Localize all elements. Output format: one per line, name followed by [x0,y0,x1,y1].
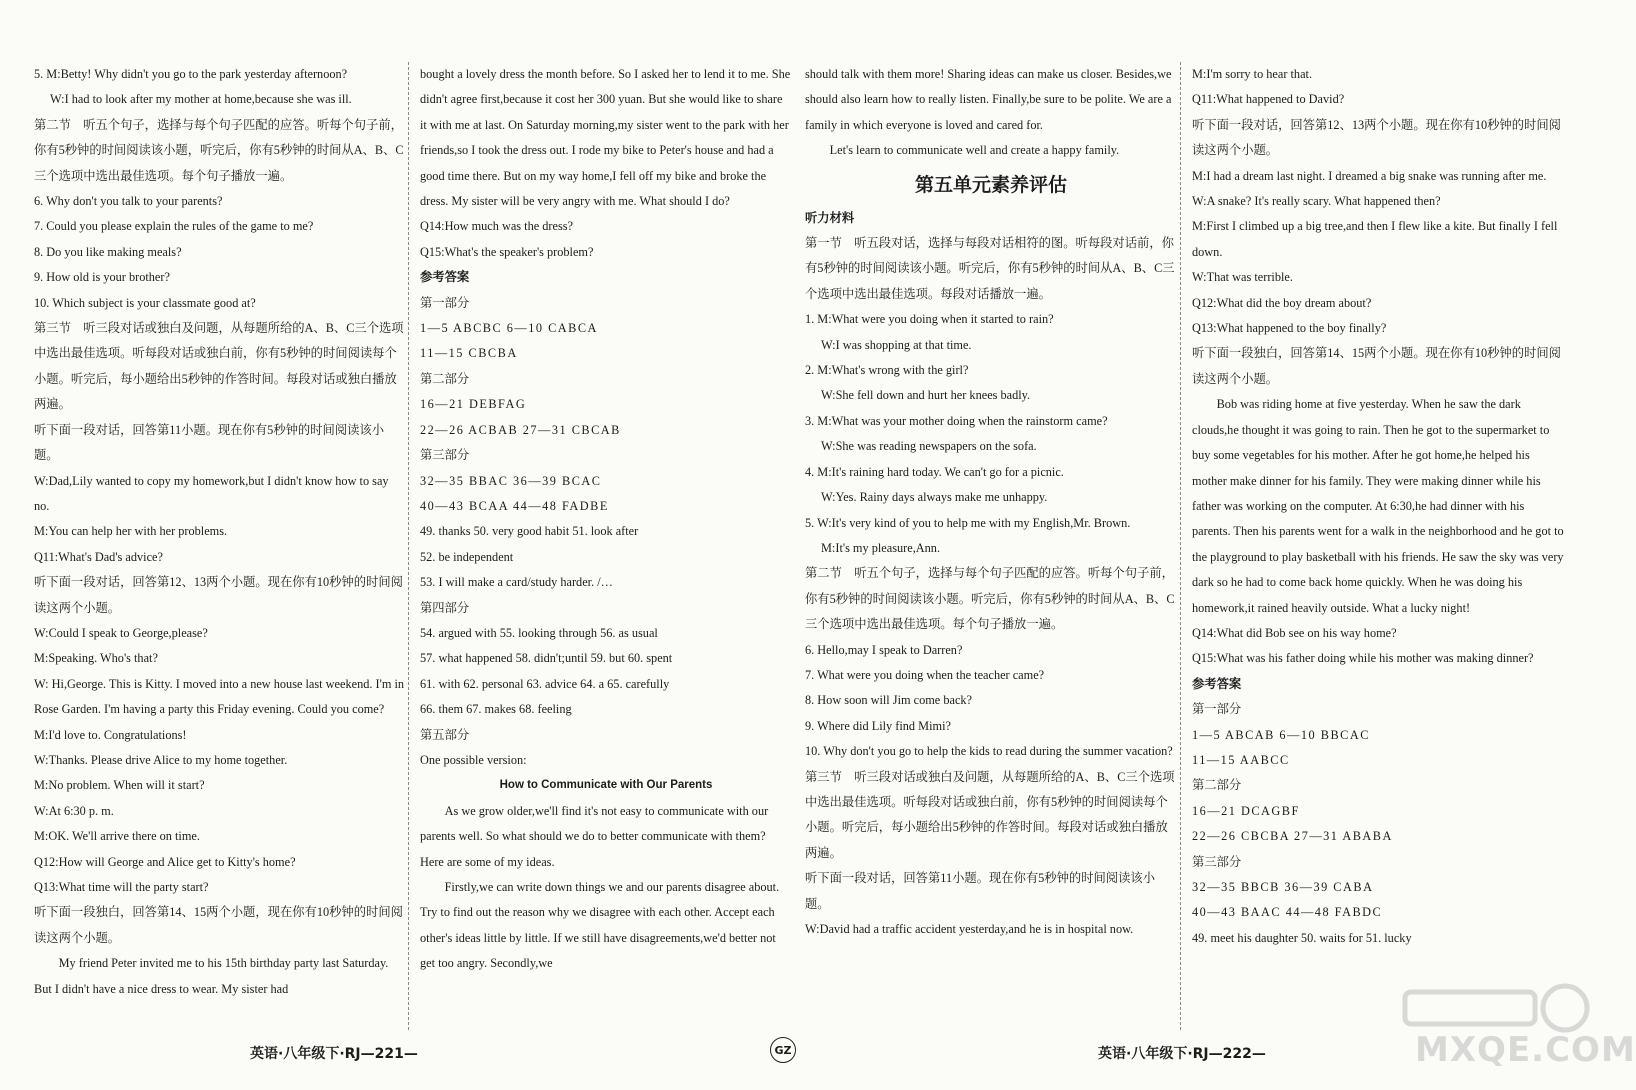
text-line: M:I had a dream last night. I dreamed a big snake was running after me. [1192,168,1547,183]
column-1 [34,62,406,1037]
text-line: 第二节 听五个句子，选择与每个句子匹配的应答。听每个句子前，你有5秒钟的时间阅读该小题，听完后，你有5秒钟的时间从A、B、C三个选项中选出最佳选项。每个句子播放一遍。 [34,117,404,183]
text-line: Let's learn to communicate well and create a happy family. [829,143,1120,158]
text-line: W:I was shopping at that time. [821,337,972,352]
text-line: Q13:What happened to the boy finally? [1192,321,1387,336]
text-line: W:At 6:30 p. m. [34,803,114,818]
text-line: M:I'd love to. Congratulations! [34,727,187,742]
text-line: 16—21 DCAGBF [1192,803,1300,818]
text-line: 6. Why don't you talk to your parents? [34,194,223,209]
text-line: 听力材料 [805,210,855,225]
text-line: 第三节 听三段对话或独白及问题，从每题所给的A、B、C三个选项中选出最佳选项。听每段对话或独白前，你有5秒钟的时间阅读每个小题。听完后，每小题给出5秒钟的作答时间。每段对话或独白播放两遍。 [34,321,404,412]
text-line: 听下面一段对话，回答第11小题。现在你有5秒钟的时间阅读该小题。 [805,871,1156,911]
text-line: W:She was reading newspapers on the sofa. [821,439,1037,454]
page-badge: GZ [770,1037,796,1063]
text-line: 9. How old is your brother? [34,270,170,285]
text-line: Q14:What did Bob see on his way home? [1192,625,1397,640]
column-4 [1192,62,1564,1037]
text-line: 1—5 ABCBC 6—10 CABCA [420,321,598,336]
text-line: One possible version: [420,752,527,767]
text-line: 40—43 BCAA 44—48 FADBE [420,498,609,513]
text-line: My friend Peter invited me to his 15th birthday party last Saturday. But I didn't have a nice dress to wear. My sister had [34,956,389,996]
text-line: W:I had to look after my mother at home,because she was ill. [50,92,352,107]
text-line: W:She fell down and hurt her knees badly. [821,388,1031,403]
text-line: 7. What were you doing when the teacher came? [805,667,1045,682]
text-line: 第五单元素养评估 [914,173,1067,196]
column-2 [420,62,792,1037]
text-line: 53. I will make a card/study harder. /… [420,575,613,590]
text-line: W:Dad,Lily wanted to copy my homework,but I didn't know how to say no. [34,473,389,513]
text-line: W:Thanks. Please drive Alice to my home together. [34,752,288,767]
text-line: W: Hi,George. This is Kitty. I moved into a new house last weekend. I'm in Rose Garden. I'm having a party this Friday evening. Could you come? [34,676,405,717]
text-line: 8. Do you like making meals? [34,244,182,259]
text-line: 第一节 听五段对话，选择与每段对话相符的图。听每段对话前，你有5秒钟的时间阅读该小题。听完后，你有5秒钟的时间从A、B、C三个选项中选出最佳选项。每段对话播放一遍。 [805,236,1175,301]
watermark-logo [1385,982,1636,1082]
text-line: bought a lovely dress the month before. So I asked her to lend it to me. She didn't agree first,because it cost her 300 yuan. But she would like to share it with me at last. On Saturday morning,my sister went to the park with her friends,so I took the dress out. I rode my bike to Peter's house and had a good time there. But on my way home,I fell off my bike and broke the dress. My sister will be very angry with me. What should I do? [420,67,791,209]
text-line: M:No problem. When will it start? [34,778,205,793]
text-line: 54. argued with 55. looking through 56. as usual [420,625,658,640]
text-line: W:That was terrible. [1192,270,1293,285]
text-line: 49. meet his daughter 50. waits for 51. lucky [1192,930,1412,945]
text-line: should talk with them more! Sharing ideas can make us closer. Besides,we should also learn how to really listen. Finally,be sure to be polite. We are a family in which everyone is loved and cared for. [805,67,1172,132]
text-line: 第二部分 [1192,778,1242,793]
text-line: 听下面一段对话，回答第11小题。现在你有5秒钟的时间阅读该小题。 [34,422,385,463]
text-line: M:I'm sorry to hear that. [1192,67,1313,81]
text-line: M:It's my pleasure,Ann. [821,540,941,555]
text-line: 11—15 AABCC [1192,752,1290,767]
text-line: W:Could I speak to George,please? [34,625,208,640]
text-line: 1—5 ABCAB 6—10 BBCAC [1192,727,1370,742]
text-line: Q14:How much was the dress? [420,219,573,234]
text-line: As we grow older,we'll find it's not easy to communicate with our parents well. So what should we do to better communicate with them? Here are some of my ideas. [420,803,769,869]
text-line: 2. M:What's wrong with the girl? [805,363,969,378]
text-line: Firstly,we can write down things we and our parents disagree about. Try to find out the reason why we disagree with each other. Accept each other's ideas little by little. If we still have disagreements,we'd better not get too angry. Secondly,we [420,880,780,971]
text-line: Bob was riding home at five yesterday. When he saw the dark clouds,he thought it was going to rain. Then he got to the supermarket to buy some vegetables for his mother. After he got home,he helped his mother make dinner for his family. They were making dinner while his father was working on the computer. At 6:30,he had dinner with his parents. Then his parents went for a walk in the neighborhood and he got to the playground to play basketball with his friends. He saw the sky was very dark so he had to come back home quickly. When he was doing his homework,it rained heavily outside. What a lucky night! [1192,397,1564,615]
text-line: 16—21 DEBFAG [420,397,527,412]
text-line: 7. Could you please explain the rules of the game to me? [34,219,314,234]
text-line: How to Communicate with Our Parents [499,779,713,792]
text-line: Q15:What's the speaker's problem? [420,244,594,259]
text-line: 第三部分 [420,448,470,463]
text-line: 49. thanks 50. very good habit 51. look after [420,524,639,539]
text-line: Q11:What happened to David? [1192,92,1345,107]
watermark-text: MXQE.COM [1415,1030,1636,1070]
page-footer-left: 英语·八年级下·RJ—221— [250,1046,418,1062]
text-line: 8. How soon will Jim come back? [805,693,973,708]
column-divider [408,62,409,1030]
text-line: 5. W:It's very kind of you to help me with my English,Mr. Brown. [805,515,1131,530]
text-line: M:First I climbed up a big tree,and then I flew like a kite. But finally I fell down. [1192,219,1558,259]
text-line: W:A snake? It's really scary. What happened then? [1192,194,1441,209]
text-line: 5. M:Betty! Why didn't you go to the park yesterday afternoon? [34,67,348,81]
text-line: W:David had a traffic accident yesterday,and he is in hospital now. [805,922,1134,936]
text-line: 第二节 听五个句子，选择与每个句子匹配的应答。听每个句子前，你有5秒钟的时间阅读该小题。听完后，你有5秒钟的时间从A、B、C三个选项中选出最佳选项。每个句子播放一遍。 [805,566,1175,632]
text-line: Q12:What did the boy dream about? [1192,295,1372,310]
text-line: 22—26 ACBAB 27—31 CBCAB [420,422,621,437]
text-line: 听下面一段对话，回答第12、13两个小题。现在你有10秒钟的时间阅读这两个小题。 [1192,117,1561,158]
text-line: 11—15 CBCBA [420,346,518,361]
text-line: 听下面一段独白，回答第14、15两个小题。现在你有10秒钟的时间阅读这两个小题。 [1192,346,1561,386]
text-line: 第三部分 [1192,854,1242,869]
text-line: 10. Why don't you go to help the kids to read during the summer vacation? [805,744,1173,759]
text-line: 4. M:It's raining hard today. We can't go for a picnic. [805,464,1064,479]
text-line: 第四部分 [420,600,470,615]
text-line: 10. Which subject is your classmate good at? [34,295,256,310]
text-line: 57. what happened 58. didn't;until 59. but 60. spent [420,651,673,666]
text-line: 32—35 BBAC 36—39 BCAC [420,473,602,488]
text-line: 第三节 听三段对话或独白及问题，从每题所给的A、B、C三个选项中选出最佳选项。听每段对话或独白前，你有5秒钟的时间阅读每个小题。听完后，每小题给出5秒钟的作答时间。每段对话或独白播放两遍。 [805,769,1175,860]
text-line: Q15:What was his father doing while his mother was making dinner? [1192,651,1534,666]
text-line: M:OK. We'll arrive there on time. [34,829,200,844]
text-line: 52. be independent [420,549,514,564]
text-line: M:You can help her with her problems. [34,524,228,539]
text-line: M:Speaking. Who's that? [34,651,158,666]
text-line: Q13:What time will the party start? [34,880,209,894]
text-line: Q12:How will George and Alice get to Kitty's home? [34,854,296,869]
text-line: 听下面一段独白，回答第14、15两个小题，现在你有10秒钟的时间阅读这两个小题。 [34,905,403,945]
page-footer-right: 英语·八年级下·RJ—222— [1098,1046,1266,1062]
column-3 [805,62,1177,1037]
column-divider [1180,62,1181,1030]
text-line: 61. with 62. personal 63. advice 64. a 65. carefully [420,676,670,691]
text-line: 3. M:What was your mother doing when the rainstorm came? [805,413,1108,428]
text-line: 第二部分 [420,371,470,386]
text-line: 9. Where did Lily find Mimi? [805,718,951,733]
text-line: 参考答案 [420,270,470,285]
text-line: 第一部分 [1192,702,1242,717]
text-line: 参考答案 [1192,676,1242,691]
text-line: 40—43 BAAC 44—48 FABDC [1192,905,1383,920]
text-line: 第五部分 [420,727,470,742]
text-line: 6. Hello,may I speak to Darren? [805,642,963,657]
text-line: 66. them 67. makes 68. feeling [420,702,572,717]
text-line: W:Yes. Rainy days always make me unhappy. [821,490,1048,505]
text-line: Q11:What's Dad's advice? [34,549,163,564]
text-line: 22—26 CBCBA 27—31 ABABA [1192,829,1393,844]
text-line: 1. M:What were you doing when it started to rain? [805,312,1054,327]
text-line: 听下面一段对话，回答第12、13两个小题。现在你有10秒钟的时间阅读这两个小题。 [34,575,403,615]
text-line: 第一部分 [420,295,470,310]
text-line: 32—35 BBCB 36—39 CABA [1192,880,1374,894]
